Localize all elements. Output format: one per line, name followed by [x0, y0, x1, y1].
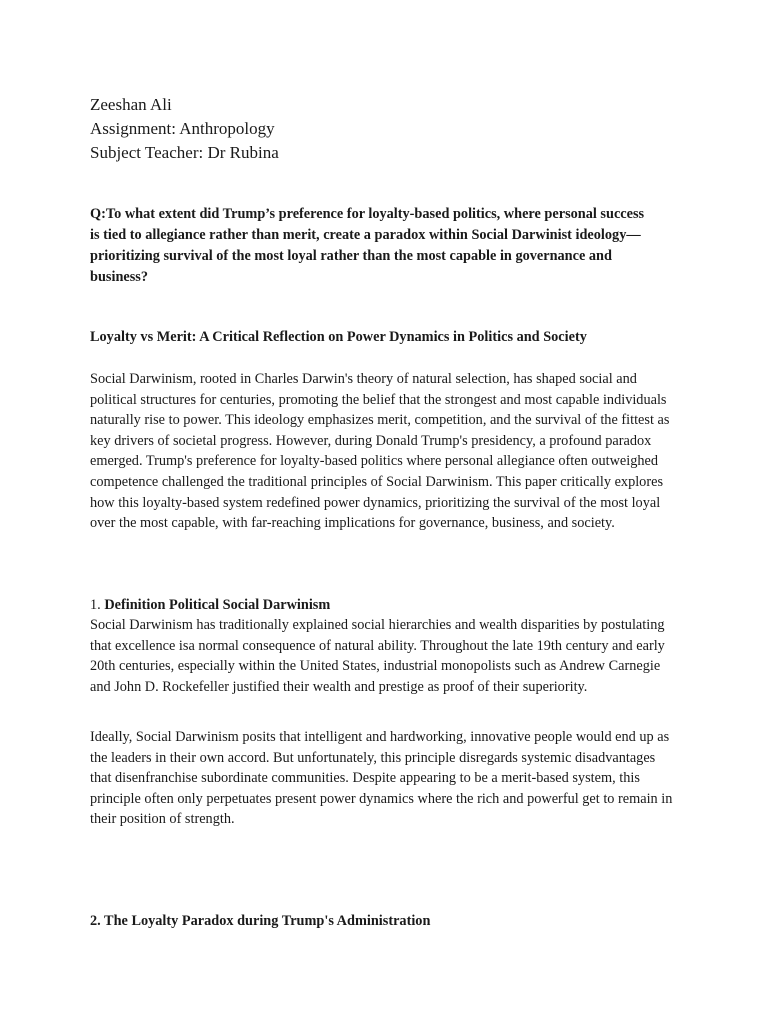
- assignment-line: Assignment: Anthropology: [90, 119, 275, 138]
- intro-paragraph: Social Darwinism, rooted in Charles Darwin's theory of natural selection, has shaped social and political structures for centuries, promoting the belief that the strongest and most capable individuals naturally rise to power. This ideology emphasizes merit, competition, and the survival of the fittest as key drivers of societal progress. However, during Donald Trump's presidency, a profound paradox emerged. Trump's preference for loyalty-based politics where personal allegiance often outweighed competence challenged the traditional principles of Social Darwinism. This paper critically explores how this loyalty-based system redefined power dynamics, prioritizing the survival of the most loyal over the most capable, with far-reaching implications for governance, business, and society.: [90, 371, 670, 532]
- section-1-number: 1.: [90, 597, 101, 613]
- section-1-paragraph-1: Social Darwinism has traditionally explained social hierarchies and wealth disparities by postulating that excellence isa normal consequence of natural ability. Throughout the late 19th century and early 20th centuries, especially within the United States, industrial monopolists such as Andrew Carnegie and John D. Rockefeller justified their wealth and prestige as proof of their superiority.: [90, 617, 665, 695]
- section-2-heading: 2. The Loyalty Paradox during Trump's Administration: [90, 913, 431, 929]
- author-name: Zeeshan Ali: [90, 95, 172, 114]
- section-1-title: Definition Political Social Darwinism: [104, 597, 331, 613]
- section-1-paragraph-2: Ideally, Social Darwinism posits that intelligent and hardworking, innovative people would end up as the leaders in their own accord. But unfortunately, this principle disregards systemic disadvantages that disenfranchise subordinate communities. Despite appearing to be a merit-based system, this principle often only perpetuates present power dynamics where the rich and powerful get to remain in their position of strength.: [90, 729, 673, 828]
- author-header: [90, 93, 279, 165]
- essay-title: Loyalty vs Merit: A Critical Reflection on Power Dynamics in Politics and Society: [90, 329, 587, 345]
- teacher-line: Subject Teacher: Dr Rubina: [90, 143, 279, 162]
- section-1-heading: [90, 595, 330, 616]
- research-question: Q:To what extent did Trump’s preference for loyalty-based politics, where personal success is tied to allegiance rather than merit, create a paradox within Social Darwinist ideology—prioritizing survival of the most loyal rather than the most capable in governance and business?: [90, 206, 645, 285]
